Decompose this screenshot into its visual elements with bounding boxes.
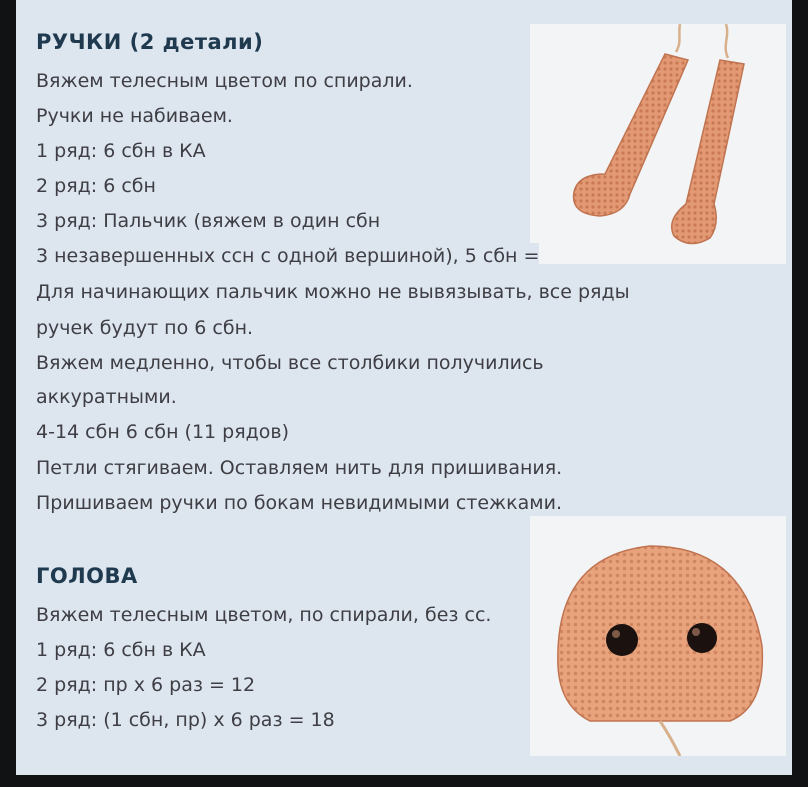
arms-line-2: Ручки не набиваем.: [36, 105, 233, 127]
left-eye-highlight: [612, 630, 620, 638]
arms-line-4: 2 ряд: 6 сбн: [36, 175, 156, 197]
head-photo: [530, 516, 786, 756]
head-line-1: Вяжем телесным цветом, по спирали, без сс.: [36, 604, 492, 626]
head-line-4: 3 ряд: (1 сбн, пр) х 6 раз = 18: [36, 709, 335, 731]
arms-line-11: 4-14 сбн 6 сбн (11 рядов): [36, 421, 290, 443]
pattern-card: [16, 0, 792, 775]
arms-line-1: Вяжем телесным цветом по спирали.: [36, 70, 413, 92]
head-shape: [558, 546, 763, 721]
arms-line-6: 3 незавершенных ссн с одной вершиной), 5 сбн =: [36, 245, 540, 267]
arms-line-8: ручек будут по 6 сбн.: [36, 317, 254, 339]
arms-line-13: Пришиваем ручки по бокам невидимыми стежками.: [36, 492, 563, 514]
right-arm: [672, 60, 744, 244]
arms-photo: [530, 24, 786, 264]
head-line-2: 1 ряд: 6 сбн в КА: [36, 639, 206, 661]
right-eye: [687, 623, 717, 653]
head-illustration: [530, 516, 786, 756]
arms-line-3: 1 ряд: 6 сбн в КА: [36, 140, 206, 162]
thread-left: [676, 24, 680, 52]
head-line-3: 2 ряд: пр х 6 раз = 12: [36, 674, 256, 696]
head-heading: ГОЛОВА: [36, 564, 138, 588]
arms-line-10: аккуратными.: [36, 386, 177, 408]
arms-line-5: 3 ряд: Пальчик (вяжем в один сбн: [36, 210, 381, 232]
left-arm: [574, 54, 688, 216]
arms-line-7: Для начинающих пальчик можно не вывязывать, все ряды: [36, 281, 630, 303]
thread-right: [726, 24, 728, 58]
arms-line-12: Петли стягиваем. Оставляем нить для пришивания.: [36, 457, 563, 479]
arms-illustration: [530, 24, 786, 264]
arms-line-9: Вяжем медленно, чтобы все столбики получились: [36, 352, 544, 374]
right-eye-highlight: [692, 628, 700, 636]
arms-heading: РУЧКИ (2 детали): [36, 30, 264, 54]
head-thread: [660, 721, 680, 756]
left-eye: [606, 624, 638, 656]
